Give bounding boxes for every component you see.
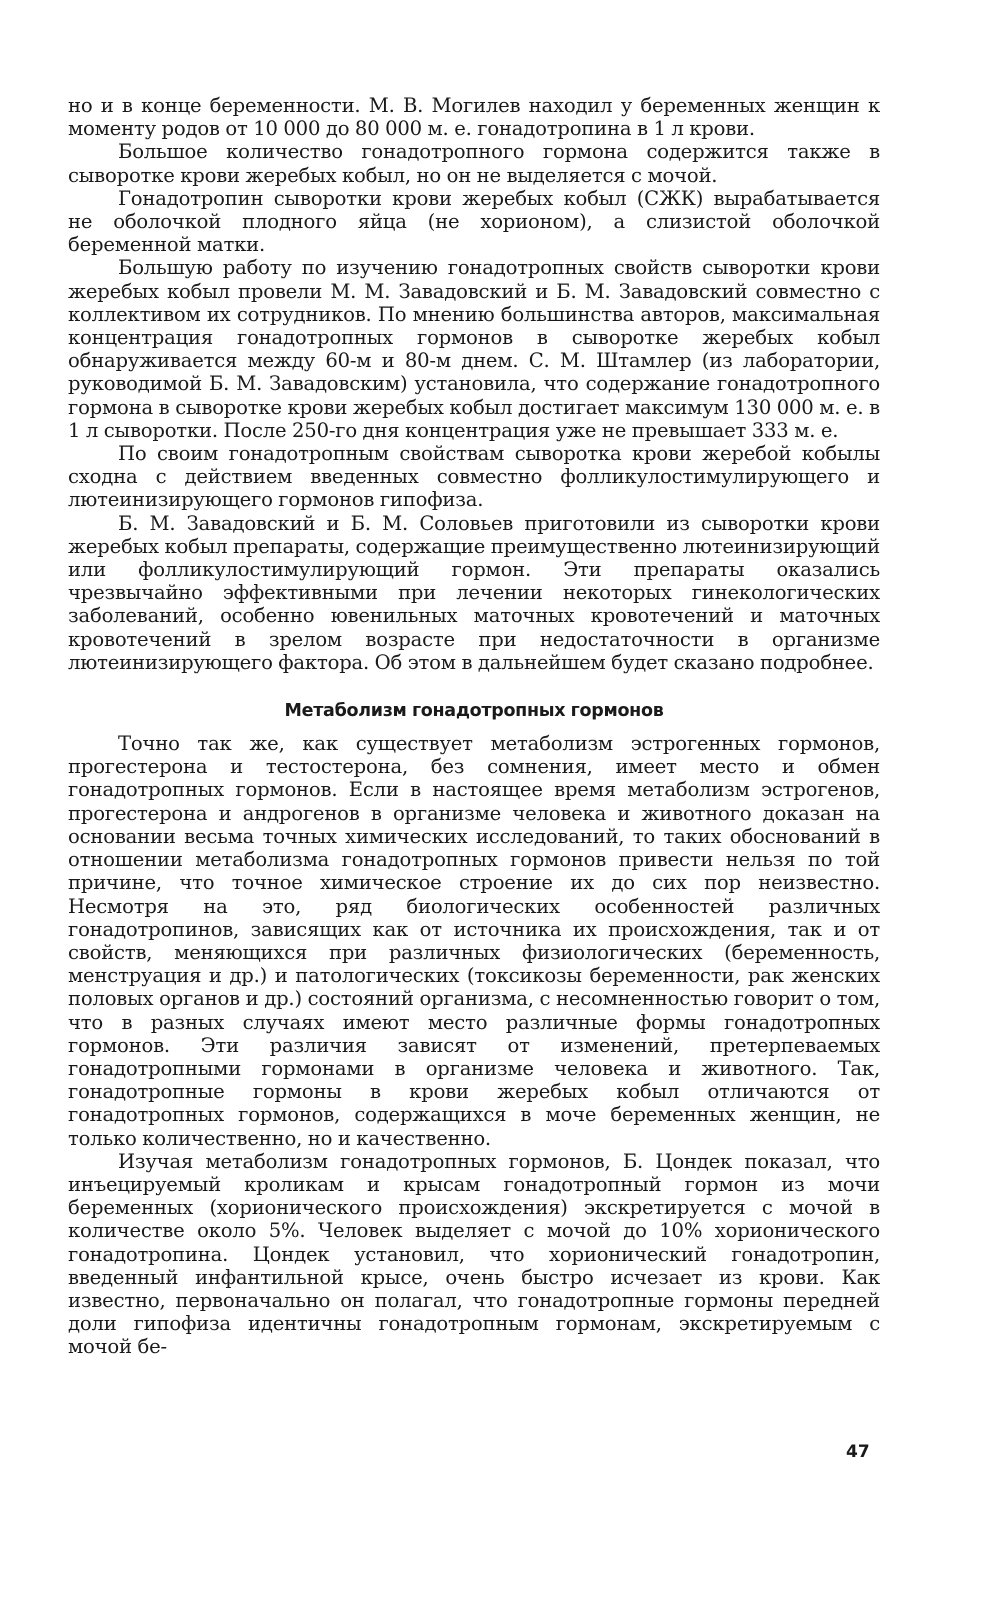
section-heading: Метаболизм гонадотропных гормонов xyxy=(284,701,664,722)
paragraph: Точно так же, как существует метаболизм эстрогенных гормонов, прогестерона и тестостерона, без сомнения, имеет место и обмен гонадотропных гормонов. Если в настоящее время метаболизм эстрогенов, прогестерона и андрогенов в организме человека и животного доказан на основании весьма точных химических исследований, то таких обоснований в отношении метаболизма гонадотропных гормонов привести нельзя по той причине, что точное химическое строение их до сих пор неизвестно. Несмотря на это, ряд биологических особенностей различных гонадотропинов, зависящих как от источника их происхождения, так и от свойств, меняющихся при различных физиологических (беременность, менструация и др.) и патологических (токсикозы беременности, рак женских половых органов и др.) состояний организма, с несомненностью говорит о том, что в разных случаях имеют место различные формы гонадотропных гормонов. Эти различия зависят от изменений, претерпеваемых гонадотропными гормонами в организме человека и животного. Так, гонадотропные гормоны в крови жеребых кобыл отличаются от гонадотропных гормонов, содержащихся в моче беременных женщин, не только количественно, но и качественно. xyxy=(68,732,880,1150)
paragraph: Гонадотропин сыворотки крови жеребых кобыл (СЖК) вырабатывается не оболочкой плодного яйца (не хорионом), а слизистой оболочкой беременной матки. xyxy=(68,186,880,257)
page-number: 47 xyxy=(846,1442,870,1462)
paragraph: Большое количество гонадотропного гормона содержится также в сыворотке крови жеребых кобыл, но он не выделяется с мочой. xyxy=(68,140,880,187)
paragraph-continued: но и в конце беременности. М. В. Могилев находил у беременных женщин к моменту родов от 10 000 до 80 000 м. е. гонадотропина в 1 л крови. xyxy=(68,94,880,141)
paragraph: Большую работу по изучению гонадотропных свойств сыворотки крови жеребых кобыл провели М. М. Завадовский и Б. М. Завадовский совместно с коллективом их сотрудников. По мнению большинства авторов, максимальная концентрация гонадотропных гормонов в сыворотке жеребых кобыл обнаруживается между 60-м и 80-м днем. С. М. Штамлер (из лаборатории, руководимой Б. М. Завадовским) установила, что содержание гонадотропного гормона в сыворотке крови жеребых кобыл достигает максимум 130 000 м. е. в 1 л сыворотки. После 250-го дня концентрация уже не превышает 333 м. е. xyxy=(68,256,880,442)
paragraph: Изучая метаболизм гонадотропных гормонов, Б. Цондек показал, что инъецируемый кроликам и крысам гонадотропный гормон из мочи беременных (хорионического происхождения) экскретируется с мочой в количестве около 5%. Человек выделяет с мочой до 10% хорионического гонадотропина. Цондек установил, что хорионический гонадотропин, введенный инфантильной крысе, очень быстро исчезает из крови. Как известно, первоначально он полагал, что гонадотропные гормоны передней доли гипофиза идентичны гонадотропным гормонам, экскретируемым с мочой бе- xyxy=(68,1149,880,1359)
body-text xyxy=(68,94,880,1359)
paragraph: Б. М. Завадовский и Б. М. Соловьев приготовили из сыворотки крови жеребых кобыл препараты, содержащие преимущественно лютеинизирующий или фолликулостимулирующий гормон. Эти препараты оказались чрезвычайно эффективными при лечении некоторых гинекологических заболеваний, особенно ювенильных маточных кровотечений и маточных кровотечений в зрелом возрасте при недостаточности в организме лютеинизирующего фактора. Об этом в дальнейшем будет сказано подробнее. xyxy=(68,511,880,674)
paragraph: По своим гонадотропным свойствам сыворотка крови жеребой кобылы сходна с действием введенных совместно фолликулостимулирующего и лютеинизирующего гормонов гипофиза. xyxy=(68,442,880,512)
